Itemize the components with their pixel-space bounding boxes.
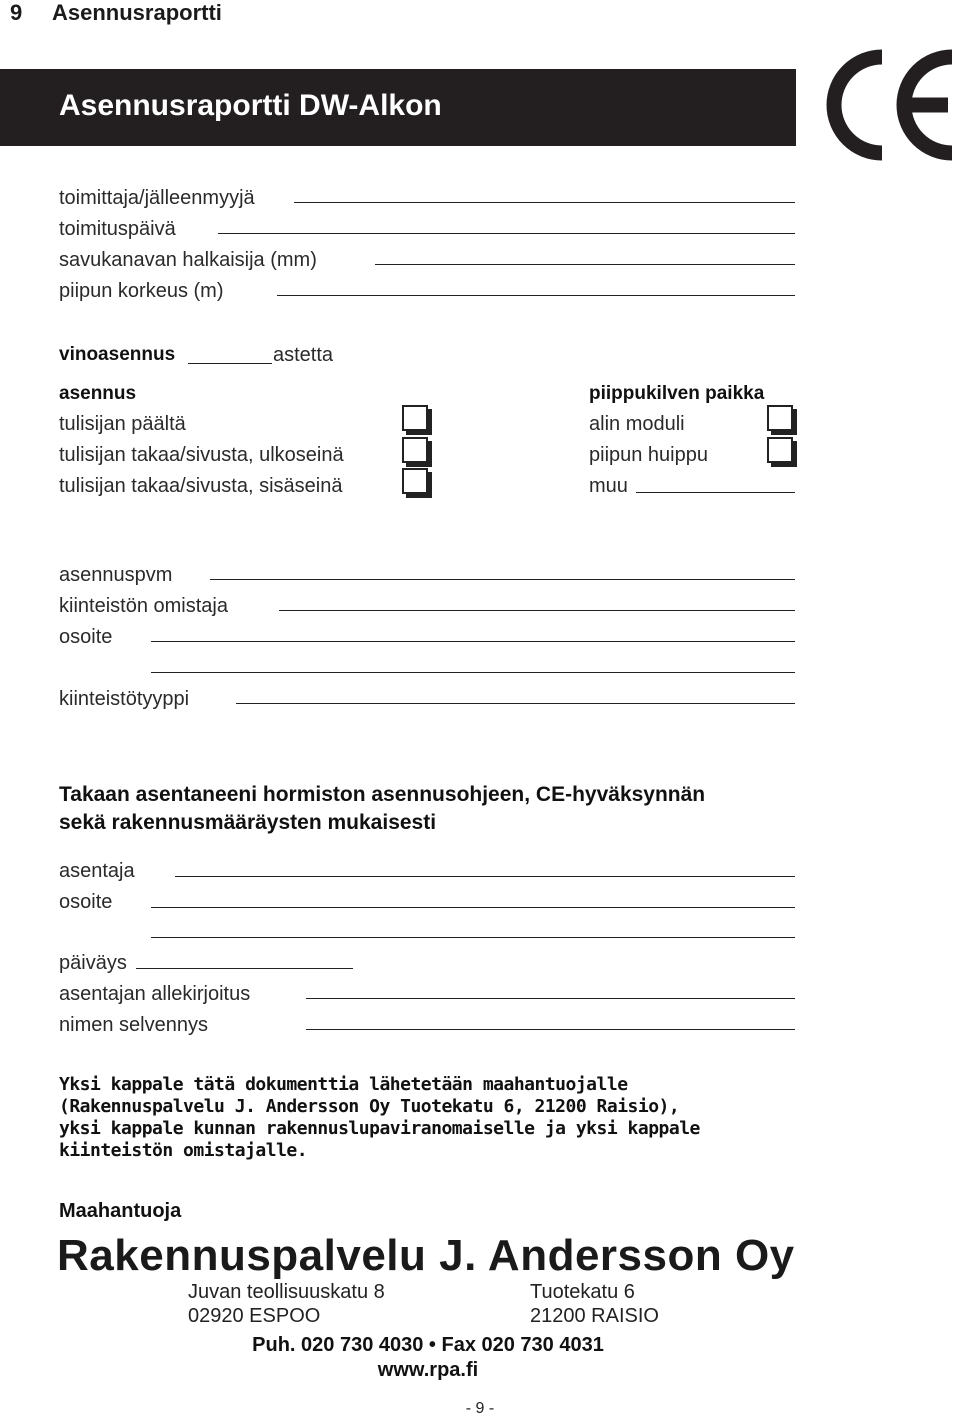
mounting-heading: asennus bbox=[59, 383, 137, 404]
field-label-name-clarification: nimen selvennys bbox=[59, 1014, 208, 1036]
document-title: Asennusraportti DW-Alkon bbox=[59, 89, 442, 122]
property-type-line[interactable] bbox=[236, 703, 795, 704]
address-city-2: 21200 RAISIO bbox=[530, 1305, 659, 1327]
owner-address-line[interactable] bbox=[151, 641, 795, 642]
plate-other-label: muu bbox=[589, 475, 628, 497]
supplier-line[interactable] bbox=[294, 202, 795, 203]
field-label-delivery-date: toimituspäivä bbox=[59, 218, 176, 240]
field-label-installer: asentaja bbox=[59, 860, 135, 882]
phone-fax: Puh. 020 730 4030 • Fax 020 730 4031 bbox=[252, 1334, 604, 1356]
mounting-option-label: tulisijan takaa/sivusta, ulkoseinä bbox=[59, 444, 344, 466]
mounting-option-label: tulisijan päältä bbox=[59, 413, 186, 435]
owner-address-line-2[interactable] bbox=[151, 672, 795, 673]
angle-line[interactable] bbox=[188, 363, 272, 364]
checkbox-outer-wall[interactable] bbox=[402, 437, 428, 463]
note-line: (Rakennuspalvelu J. Andersson Oy Tuotekatu 6, 21200 Raisio), bbox=[59, 1096, 680, 1117]
name-clarification-line[interactable] bbox=[306, 1029, 795, 1030]
flue-diameter-line[interactable] bbox=[375, 264, 795, 265]
installer-address-line-2[interactable] bbox=[151, 937, 795, 938]
address-city-1: 02920 ESPOO bbox=[188, 1305, 321, 1327]
website-link[interactable]: www.rpa.fi bbox=[377, 1359, 479, 1381]
distribution-note bbox=[59, 1074, 700, 1162]
signature-line[interactable] bbox=[306, 998, 795, 999]
field-label-flue-diameter: savukanavan halkaisija (mm) bbox=[59, 249, 317, 271]
installer-address-line[interactable] bbox=[151, 907, 795, 908]
install-date-line[interactable] bbox=[210, 579, 795, 580]
plate-other-line[interactable] bbox=[636, 492, 795, 493]
field-label-chimney-height: piipun korkeus (m) bbox=[59, 280, 224, 302]
note-line: Yksi kappale tätä dokumenttia lähetetään maahantuojalle bbox=[59, 1074, 628, 1095]
page-number: 9 bbox=[10, 0, 23, 25]
field-label-property-type: kiinteistötyyppi bbox=[59, 688, 190, 710]
field-label-owner-address: osoite bbox=[59, 626, 113, 648]
address-street-1: Juvan teollisuuskatu 8 bbox=[188, 1281, 385, 1303]
plate-option-label: piipun huippu bbox=[589, 444, 708, 466]
angle-label: vinoasennus bbox=[59, 344, 176, 365]
checkbox-chimney-top[interactable] bbox=[767, 437, 793, 463]
importer-label: Maahantuoja bbox=[59, 1200, 182, 1222]
field-label-installer-address: osoite bbox=[59, 891, 113, 913]
angle-unit: astetta bbox=[273, 344, 334, 366]
note-line: kiinteistön omistajalle. bbox=[59, 1140, 308, 1161]
guarantee-statement bbox=[59, 781, 705, 837]
note-line: yksi kappale kunnan rakennuslupaviranomaiselle ja yksi kappale bbox=[59, 1118, 700, 1139]
statement-line: Takaan asentaneeni hormiston asennusohjeen, CE-hyväksynnän bbox=[59, 783, 706, 806]
checkbox-inner-wall[interactable] bbox=[402, 468, 428, 494]
date-line[interactable] bbox=[136, 968, 353, 969]
field-label-owner: kiinteistön omistaja bbox=[59, 595, 228, 617]
mounting-option-label: tulisijan takaa/sivusta, sisäseinä bbox=[59, 475, 343, 497]
company-logo-text: Rakennuspalvelu J. Andersson Oy bbox=[57, 1231, 795, 1280]
section-title: Asennusraportti bbox=[52, 0, 222, 25]
delivery-date-line[interactable] bbox=[218, 233, 795, 234]
checkbox-lowest-module[interactable] bbox=[767, 405, 793, 431]
checkbox-on-top[interactable] bbox=[402, 405, 428, 431]
field-label-supplier: toimittaja/jälleenmyyjä bbox=[59, 187, 255, 209]
field-label-signature: asentajan allekirjoitus bbox=[59, 983, 251, 1005]
chimney-height-line[interactable] bbox=[277, 295, 795, 296]
plate-heading: piippukilven paikka bbox=[589, 383, 765, 404]
field-label-date: päiväys bbox=[59, 952, 127, 974]
ce-mark-icon bbox=[826, 47, 960, 163]
installer-line[interactable] bbox=[175, 876, 795, 877]
statement-line: sekä rakennusmääräysten mukaisesti bbox=[59, 811, 437, 834]
plate-option-label: alin moduli bbox=[589, 413, 685, 435]
address-street-2: Tuotekatu 6 bbox=[530, 1281, 635, 1303]
owner-line[interactable] bbox=[279, 610, 795, 611]
page-footer-number: - 9 - bbox=[465, 1400, 495, 1417]
field-label-install-date: asennuspvm bbox=[59, 564, 173, 586]
